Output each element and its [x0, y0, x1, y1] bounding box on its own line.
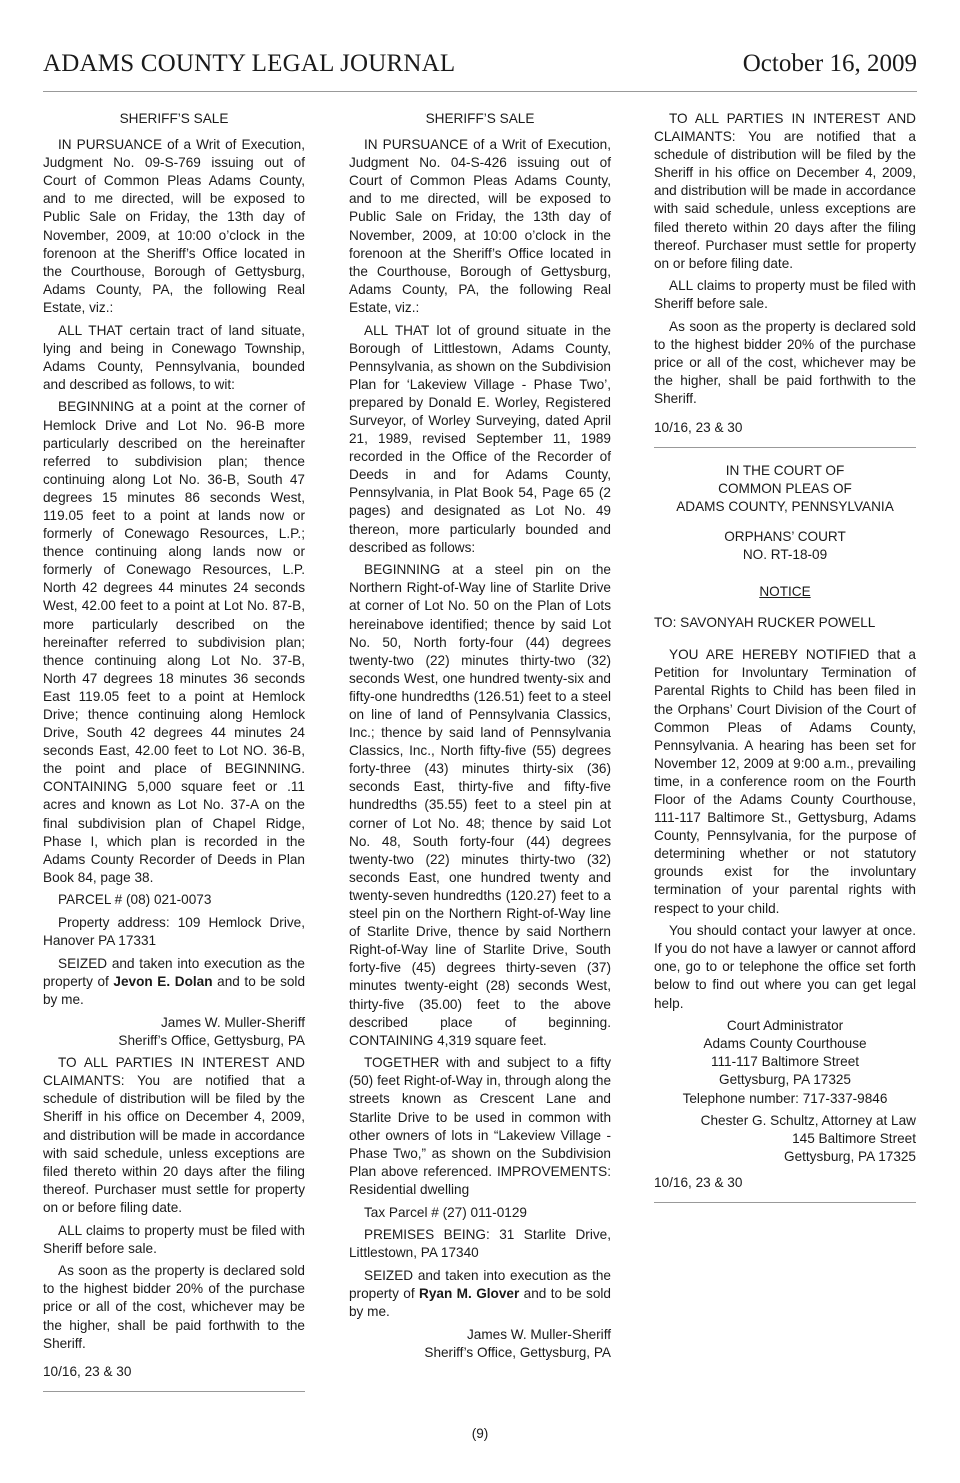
lot-paragraph: ALL THAT lot of ground situate in the Borough of Littlestown, Adams County, Pennsylvania, as shown on the Subdivision Plan for ‘Lakeview Village - Phase Two’, prepared by Donald E. Worley, Registered Surveyor, of Worley Surveying, dated April 21, 1989, revised September 11, 1989 recorded in the Office of the Recorder of Deeds in and for Adams County, Pennsylvania, in Plat Book 54, Page 65 (2 pages) and designated as Lot No. 49 thereon, more particularly bounded and described as follows: — [349, 322, 611, 555]
sheriff-office: Sheriff’s Office, Gettysburg, PA — [118, 1032, 305, 1048]
sheriff-name: James W. Muller-Sheriff — [160, 1014, 305, 1030]
court-administrator-block — [654, 1017, 916, 1107]
admin-line-1: Court Administrator — [726, 1018, 844, 1034]
case-number: NO. RT-18-09 — [742, 547, 828, 563]
admin-line-4: Gettysburg, PA 17325 — [719, 1072, 851, 1088]
section-divider — [654, 1202, 916, 1203]
page-number: (9) — [471, 1426, 489, 1441]
header-divider — [43, 91, 917, 92]
sheriff-signature — [349, 1326, 611, 1362]
parcel-number: PARCEL # (08) 021-0073 — [58, 892, 212, 908]
beginning-paragraph: BEGINNING at a steel pin on the Northern Right-of-Way line of Starlite Drive at corner of Lot No. 50 on the Plan of Lots hereinabove identified; thence by said Lot No. 50, North forty-four (44) degrees twenty-two (22) minutes thirty-two (32) seconds West, one hundred twenty-six and fifty-one hundredths (126.51) feet to a steel on line of land of Pennsylvania Classics, Inc.; thence by said land of Pennsylvania Classics, Inc., North fifty-five (55) degrees forty-three (43) minutes thirty-six (36) seconds East, thirty-five and fifty-five hundredths (35.55) feet to a steel pin at corner of Lot No. 48; thence by said Lot No. 48, South forty-four (44) degrees twenty-two (22) minutes thirty-two (32) seconds East, one hundred twenty and twenty-seven hundredths (120.27) feet to a steel pin on the Northern Right-of-Way line of Starlite Drive, thence by said Northern Right-of-Way line of Starlite Drive, South forty-five (45) degrees thirty-seven (37) minutes twenty-eight (28) seconds West, thirty-five (35.00) feet to the above described place of beginning. CONTAINING 4,319 square feet. — [349, 562, 611, 1048]
claims-notice: ALL claims to property must be filed with Sheriff before sale. — [43, 1222, 305, 1256]
claims-notice: ALL claims to property must be filed with Sheriff before sale. — [654, 278, 916, 312]
writ-paragraph: IN PURSUANCE of a Writ of Execution, Judgment No. 09-S-769 issuing out of Court of Common Pleas Adams County, and to me directed, will be exposed to Public Sale on Friday, the 13th day of November, 2009, at 10:00 o’clock in the forenoon at the Sheriff’s Office located in the Courthouse, Borough of Gettysburg, Adams County, PA, the following Real Estate, viz.: — [43, 137, 305, 315]
section-divider — [43, 1391, 305, 1392]
property-address: Property address: 109 Hemlock Drive, Hanover PA 17331 — [43, 915, 305, 949]
admin-phone: Telephone number: 717-337-9846 — [682, 1090, 888, 1106]
writ-paragraph: IN PURSUANCE of a Writ of Execution, Judgment No. 04-S-426 issuing out of Court of Common Pleas Adams County, and to me directed, will be exposed to Public Sale on Friday, the 13th day of November, 2009, at 10:00 o’clock in the forenoon at the Sheriff’s Office located in the Courthouse, Borough of Gettysburg, Adams County, PA, the following Real Estate, viz.: — [349, 137, 611, 315]
column-2 — [349, 110, 611, 1366]
page-header — [43, 50, 917, 90]
seized-text-pre: SEIZED and taken into execution as the property of — [43, 955, 305, 989]
court-line-1: IN THE COURT OF — [725, 462, 845, 478]
defendant-name: Jevon E. Dolan — [113, 973, 213, 989]
beginning-paragraph: BEGINNING at a point at the corner of Hemlock Drive and Lot No. 96-B more particularly described on the hereinafter referred to subdivision plan; thence continuing along Lot No. 36-B, South 47 degrees 15 minutes 86 seconds West, 119.05 feet to a point at lands now or formerly of Conewago Resources, L.P.; thence continuing along lands now or formerly of Conewago Resources, L.P. North 42 degrees 44 minutes 24 seconds West, 42.00 feet to a point at Lot No. 87-B, more particularly described on the hereinafter referred to subdivision plan; thence continuing along Lot No. 37-B, North 47 degrees 18 minutes 36 seconds East 119.05 feet to a point at Hemlock Drive; thence continuing along Hemlock Drive, South 42 degrees 44 minutes 24 seconds East, 42.00 feet to Lot NO. 36-B, the point and place of BEGINNING. CONTAINING 5,000 square feet or .11 acres and known as Lot No. 37-A on the final subdivision plan of Chapel Ridge, Phase I, which plan is recorded in the Adams County Recorder of Deeds in Plan Book 84, page 38. — [43, 399, 305, 885]
section-divider — [654, 447, 916, 448]
seized-text-post: and to be sold by me. — [43, 973, 306, 1007]
court-line-2: COMMON PLEAS OF — [718, 480, 852, 496]
lawyer-paragraph: You should contact your lawyer at once. If you do not have a lawyer or cannot afford one, go to or telephone the office set forth below to find out where you can get legal help. — [654, 923, 916, 1011]
case-caption — [654, 528, 916, 564]
publication-dates: 10/16, 23 & 30 — [654, 419, 743, 435]
attorney-block — [654, 1112, 916, 1166]
attorney-street: 145 Baltimore Street — [792, 1131, 916, 1147]
notice-heading: NOTICE — [759, 584, 811, 600]
admin-line-3: 111-117 Baltimore Street — [710, 1054, 860, 1070]
issue-date: October 16, 2009 — [742, 50, 917, 77]
publication-dates: 10/16, 23 & 30 — [654, 1175, 743, 1191]
premises-address: PREMISES BEING: 31 Starlite Drive, Littlestown, PA 17340 — [349, 1227, 611, 1261]
notice-heading-row — [654, 583, 916, 601]
sheriff-name: James W. Muller-Sheriff — [466, 1326, 611, 1342]
hearing-notice: YOU ARE HEREBY NOTIFIED that a Petition for Involuntary Termination of Parental Rights to Child has been filed in the Orphans’ Court Division of the Court of Common Pleas of Adams County, Pennsylvania. A hearing has been set for November 12, 2009 at 9:00 a.m., prevailing time, in a conference room on the Fourth Floor of the Adams County Courthouse, 111-117 Baltimore St., Gettysburg, Adams County, Pennsylvania, for the purpose of determining whether or not statutory grounds exist for the involuntary termination of your parental rights with respect to your child. — [654, 647, 916, 916]
sheriffs-sale-heading: SHERIFF’S SALE — [119, 111, 229, 126]
seized-paragraph — [43, 955, 305, 1009]
attorney-city: Gettysburg, PA 17325 — [784, 1149, 916, 1165]
spacer — [654, 606, 916, 614]
defendant-name: Ryan M. Glover — [419, 1285, 520, 1301]
attorney-name: Chester G. Schultz, Attorney at Law — [700, 1113, 916, 1129]
seized-text-post: and to be sold by me. — [349, 1285, 611, 1319]
payment-notice: As soon as the property is declared sold to the highest bidder 20% of the purchase price or all of the cost, whichever may be the higher, shall be paid forthwith to the Sheriff. — [43, 1263, 305, 1351]
tract-paragraph: ALL THAT certain tract of land situate, lying and being in Conewago Township, Adams County, Pennsylvania, bounded and described as follows, to wit: — [43, 322, 305, 392]
column-3 — [654, 110, 916, 1217]
admin-line-2: Adams County Courthouse — [703, 1036, 867, 1052]
payment-notice: As soon as the property is declared sold to the highest bidder 20% of the purchase price or all of the cost, whichever may be the higher, shall be paid forthwith to the Sheriff. — [654, 319, 916, 407]
sheriff-signature — [43, 1014, 305, 1050]
spacer — [654, 636, 916, 646]
spacer — [654, 569, 916, 583]
spacer — [654, 520, 916, 528]
column-1 — [43, 110, 305, 1406]
seized-text-pre: SEIZED and taken into execution as the property of — [349, 1267, 611, 1301]
distribution-notice: TO ALL PARTIES IN INTEREST AND CLAIMANTS: You are notified that a schedule of distribution will be filed by the Sheriff in his office on December 4, 2009, and distribution will be made in accordance with said schedule, unless exceptions are filed thereto within 20 days after the filing thereof. Purchaser must settle for property on or before filing date. — [43, 1055, 305, 1215]
sheriffs-sale-heading: SHERIFF’S SALE — [425, 111, 535, 126]
orphans-court: ORPHANS’ COURT — [724, 529, 846, 545]
addressee: TO: SAVONYAH RUCKER POWELL — [654, 614, 876, 630]
court-caption — [654, 462, 916, 516]
distribution-notice: TO ALL PARTIES IN INTEREST AND CLAIMANTS: You are notified that a schedule of distribution will be filed by the Sheriff in his office on December 4, 2009, and distribution will be made in accordance with said schedule, unless exceptions are filed thereto within 20 days after the filing thereof. Purchaser must settle for property on or before filing date. — [654, 111, 916, 271]
court-line-3: ADAMS COUNTY, PENNSYLVANIA — [676, 498, 894, 514]
seized-paragraph — [349, 1267, 611, 1321]
sheriff-office: Sheriff’s Office, Gettysburg, PA — [424, 1344, 611, 1360]
publication-dates: 10/16, 23 & 30 — [43, 1363, 132, 1379]
tax-parcel: Tax Parcel # (27) 011-0129 — [364, 1204, 527, 1220]
journal-title: ADAMS COUNTY LEGAL JOURNAL — [43, 50, 456, 77]
together-paragraph: TOGETHER with and subject to a fifty (50) feet Right-of-Way in, through along the streets known as Crescent Lane and Starlite Drive to be used in common with other owners of lots in “Lakeview Village - Phase Two,” as shown on the Subdivision Plan above referenced. IMPROVEMENTS: Residential dwelling — [349, 1055, 611, 1197]
